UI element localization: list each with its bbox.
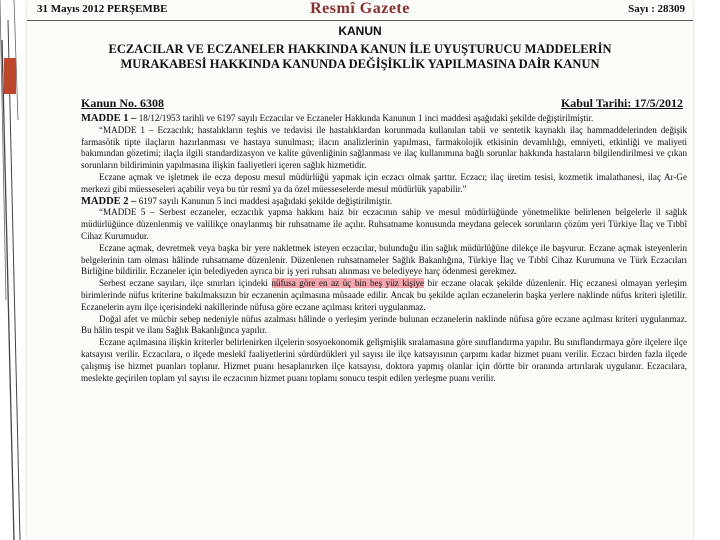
article-5-paragraph-1: “MADDE 5 – Serbest eczaneler, eczacılık yapma hakkını haiz bir eczacının sahip ve mesul müdürlüğünde yönetmelikte belirlenen belgelerle il sağlık müdürlüğünce düzenlenmiş ve valilikçe onaylanmış bir ruhsatname ile açılır. Ruhsatname konusunda meydana gelecek sorunların çözüm yeri Türkiye İlaç ve Tıbbî Cihaz Kurumudur. (81, 207, 687, 241)
gazette-title: Resmî Gazete (310, 0, 410, 17)
article-2-intro (81, 196, 687, 208)
gazette-page (27, 0, 693, 540)
article-5-paragraph-3 (81, 278, 687, 313)
issue-number: Sayı : 28309 (628, 3, 685, 15)
acceptance-date: Kabul Tarihi: 17/5/2012 (560, 96, 683, 110)
section-label: KANUN (338, 24, 382, 38)
article-5-paragraph-4: Doğal afet ve mücbir sebep nedeniyle nüfus azalması hâlinde o yerleşim yerinde bulunan eczanelerin naklinde nüfusa göre eczane açılması kriteri uygulanmaz. Bu hâlin tespit ve ilanı Sağlık Bakanlığınca yapılır. (81, 313, 687, 336)
article-1-paragraph-1: “MADDE 1 – Eczacılık; hastalıkların teşhis ve tedavisi ile hastalıklardan korunmada kullanılan tabii ve sentetik kaynaklı ilaç hammaddelerinden değişik farmasötik tipte ilaçların hazırlanması ve hastaya sunulması; ilacın analizlerinin yapılması, farmakolojik etkisinin devamlılığı, emniyeti, etkinliği ve maliyeti bakımından gözetimi; ilaçla ilgili standardizasyon ve kalite güvenliğinin sağlanması ve ilaç kullanımına bağlı sorunlar hakkında hastaların bilgilendirilmesi ve çıkan sorunların bildiriminin yapılmasına ilişkin faaliyetleri içeren sağlık hizmetidir. (81, 124, 687, 171)
article-1-intro-text: 18/12/1953 tarihli ve 6197 sayılı Eczacılar ve Eczaneler Hakkında Kanunun 1 inci maddesi aşağıdaki şekilde değiştirilmiştir. (136, 113, 594, 123)
article-2-heading: MADDE 2 – (81, 195, 137, 207)
article-5-paragraph-5: Eczane açılmasına ilişkin kriterler belirlenirken ilçelerin sosyoekonomik gelişmişlik sıralamasına göre sınıflandırma yapılır. Bu sınıflandırmaya göre ilçelere ilçe katsayısı verilir. Eczacılara, o ilçede meslekî faaliyetlerini sürdürdükleri yıl sayısı ile ilçe katsayısının çarpımı kadar hizmet puanı verilir. Eczacı birden fazla ilçede çalışmış ise hizmet puanları toplanır. Hizmet puanı hesaplanırken ilçe katsayısı, doktora yapmış olanlar için dörtte bir oranında artırılarak uygulanır. Eczacılara, meslekte geçirilen toplam yıl sayısı ile eczacının hizmet puanı toplamı sonucu tespit edilen yerleşme puanı verilir. (81, 337, 687, 383)
issue-date: 31 Mayıs 2012 PERŞEMBE (37, 3, 168, 15)
paragraph-3-rest: bir eczane olacak şekilde düzenlenir. Hiç eczanesi olmayan yerleşim birimlerinde nüfus kriterine bakılmaksızın bir eczanenin açılmasına müsaade edilir. Ancak bu şekilde açılan eczanelerin başka yerlere naklinde nüfus kriteri işletilir. Eczanelerin aynı ilçe içerisindeki nakillerinde nüfusa göre eczane açılması kriteri uygulanmaz. (81, 278, 687, 312)
law-number: Kanun No. 6308 (81, 96, 165, 110)
article-1-heading: MADDE 1 – (81, 113, 137, 124)
article-5-paragraph-2: Eczane açmak, devretmek veya başka bir yere nakletmek isteyen eczacılar, bulunduğu ilin sağlık müdürlüğüne dilekçe ile başvurur. Eczane açmak isteyenlerin belgelerinin tam olması hâlinde ruhsatname düzenlenir. Düzenlenen ruhsatnameler Sağlık Bakanlığına, Türkiye İlaç ve Tıbbî Cihaz Kurumuna ve Türk Eczacıları Birliğine bildirilir. Eczaneler için belediyeden ayrıca bir iş yeri ruhsatı alınması ve belediyeye harç ödenmesi gerekmez. (81, 242, 687, 277)
article-1-paragraph-2: Eczane açmak ve işletmek ile ecza deposu mesul müdürlüğü yapmak için eczacı olmak şarttır. Eczacı; ilaç üretim tesisi, kozmetik imalathanesi, ilaç Ar-Ge merkezi gibi müesseseleri açabilir veya bu tür resmî ya da özel müesseselerde mesul müdürlük yapabilir.” (81, 171, 687, 194)
highlighted-phrase: nüfusa göre en az üç bin beş yüz kişiye (271, 278, 425, 289)
article-2-intro-text: 6197 sayılı Kanunun 5 inci maddesi aşağıdaki şekilde değiştirilmiştir. (136, 195, 393, 206)
slide-accent-block (4, 58, 16, 94)
law-title: ECZACILAR VE ECZANELER HAKKINDA KANUN İLE UYUŞTURUCU MADDELERİN MURAKABESİ HAKKINDA KANUNDA DEĞİŞİKLİK YAPILMASINA DAİR KANUN (108, 42, 612, 71)
article-1-intro (81, 113, 687, 125)
paragraph-3-start: Serbest eczane sayıları, ilçe sınırları içindeki (99, 278, 272, 289)
law-body (81, 113, 687, 384)
masthead (27, 0, 693, 21)
